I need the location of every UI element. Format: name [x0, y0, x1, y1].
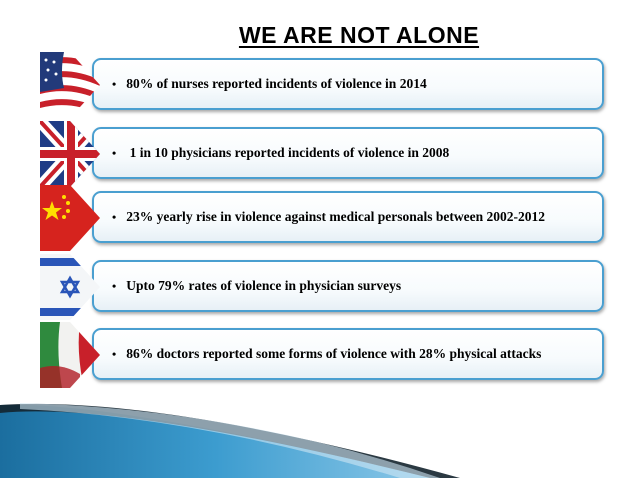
bullet: • — [112, 76, 117, 91]
fact-text: 23% yearly rise in violence against medical personals between 2002-2012 — [126, 209, 546, 224]
fact-box — [92, 127, 604, 179]
slide-title — [0, 22, 638, 49]
fact-box — [92, 260, 604, 312]
italy-flag-icon — [40, 322, 100, 388]
fact-text: 86% doctors reported some forms of violence with 28% physical attacks — [126, 346, 542, 361]
usa-flag-icon — [40, 52, 100, 118]
fact-box — [92, 58, 604, 110]
list-item — [40, 328, 608, 384]
uk-flag-icon — [40, 121, 100, 187]
bullet: • — [112, 145, 117, 160]
bullet: • — [112, 278, 117, 293]
fact-box — [92, 328, 604, 380]
decorative-swoosh — [0, 395, 638, 478]
fact-text: 80% of nurses reported incidents of violence in 2014 — [126, 76, 427, 91]
fact-text: Upto 79% rates of violence in physician surveys — [126, 278, 402, 293]
bullet: • — [112, 346, 117, 361]
bullet: • — [112, 209, 117, 224]
slide-title-text: WE ARE NOT ALONE — [238, 22, 480, 48]
fact-text: 1 in 10 physicians reported incidents of violence in 2008 — [126, 145, 450, 160]
list-item — [40, 58, 608, 114]
list-item — [40, 260, 608, 316]
israel-flag-icon — [40, 254, 100, 320]
china-flag-icon — [40, 185, 100, 251]
fact-box — [92, 191, 604, 243]
list-item — [40, 127, 608, 183]
list-item — [40, 191, 608, 247]
